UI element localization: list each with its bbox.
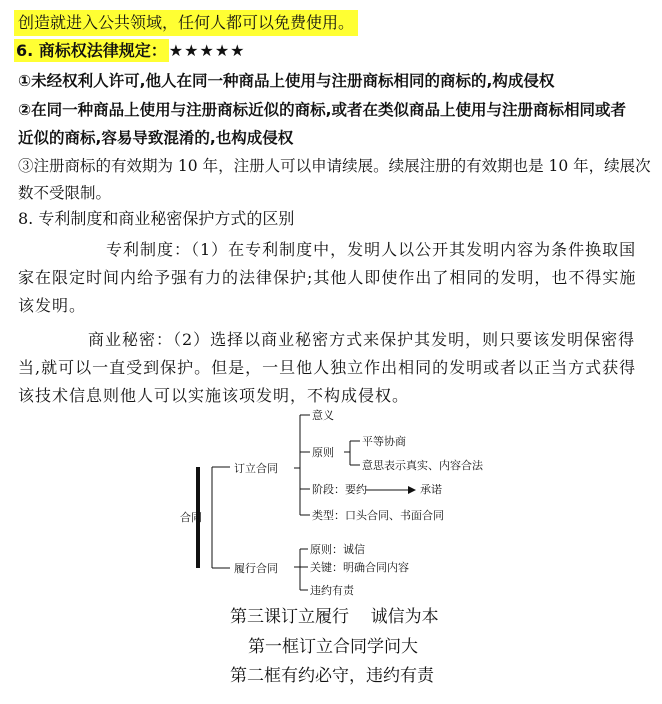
rule-2a: ②在同一种商品上使用与注册商标近似的商标,或者在类似商品上使用与注册商标相同或者 — [18, 101, 627, 119]
diagram-perform-breach: 违约有责 — [310, 584, 354, 597]
diagram-perform-key: 关键：明确合同内容 — [310, 561, 409, 574]
diagram-root: 合同 — [180, 511, 202, 524]
rule-2b: 近似的商标,容易导致混淆的,也构成侵权 — [18, 129, 294, 147]
arrow-icon — [408, 486, 416, 494]
diagram-branch-sign: 订立合同 — [234, 462, 278, 475]
diagram-stage: 阶段：要约 — [312, 483, 367, 496]
diagram-branch-perform: 履行合同 — [234, 562, 278, 575]
patent-paragraph: 专利制度：（1）在专利制度中，发明人以公开其发明内容为条件换取国家在限定时间内给予强有力的法律保护;其他人即使作出了相同的发明，也不得实施该发明。 — [18, 240, 637, 315]
diagram-principle: 原则 — [312, 446, 334, 459]
star-rating: ★★★★★ — [168, 41, 246, 60]
diagram-perform-principle: 原则：诚信 — [310, 543, 365, 556]
trademark-heading-label: 6. 商标权法律规定： — [16, 41, 167, 60]
diagram-type: 类型：口头合同、书面合同 — [312, 509, 444, 522]
frame-title-1: 第一框订立合同学问大 — [248, 637, 418, 657]
rule-1: ①未经权利人许可,他人在同一种商品上使用与注册商标相同的商标的,构成侵权 — [18, 72, 555, 90]
rule-3b: 数不受限制。 — [18, 184, 112, 202]
section-heading: 8. 专利制度和商业秘密保护方式的区别 — [18, 209, 295, 228]
diagram-meaning: 意义 — [312, 409, 334, 422]
lesson-title: 第三课订立履行 诚信为本 — [230, 607, 439, 627]
trade-secret-paragraph: 商业秘密：（2）选择以商业秘密方式来保护其发明，则只要该发明保密得当,就可以一直受到保护。但是，一旦他人独立作出相同的发明或者以正当方式获得该技术信息则他人可以实施该项发明，不构成侵权。 — [18, 330, 637, 405]
diagram-principle-1: 平等协商 — [362, 435, 406, 448]
frame-title-2: 第二框有约必守，违约有责 — [230, 666, 434, 686]
rule-3a: ③注册商标的有效期为 10 年，注册人可以申请续展。续展注册的有效期也是 10 年，续展次 — [18, 157, 651, 175]
diagram-principle-2: 意思表示真实、内容合法 — [362, 459, 483, 472]
diagram-stage-end: 承诺 — [420, 483, 442, 496]
text-line-1: 创造就进入公共领域，任何人都可以免费使用。 — [14, 10, 358, 36]
